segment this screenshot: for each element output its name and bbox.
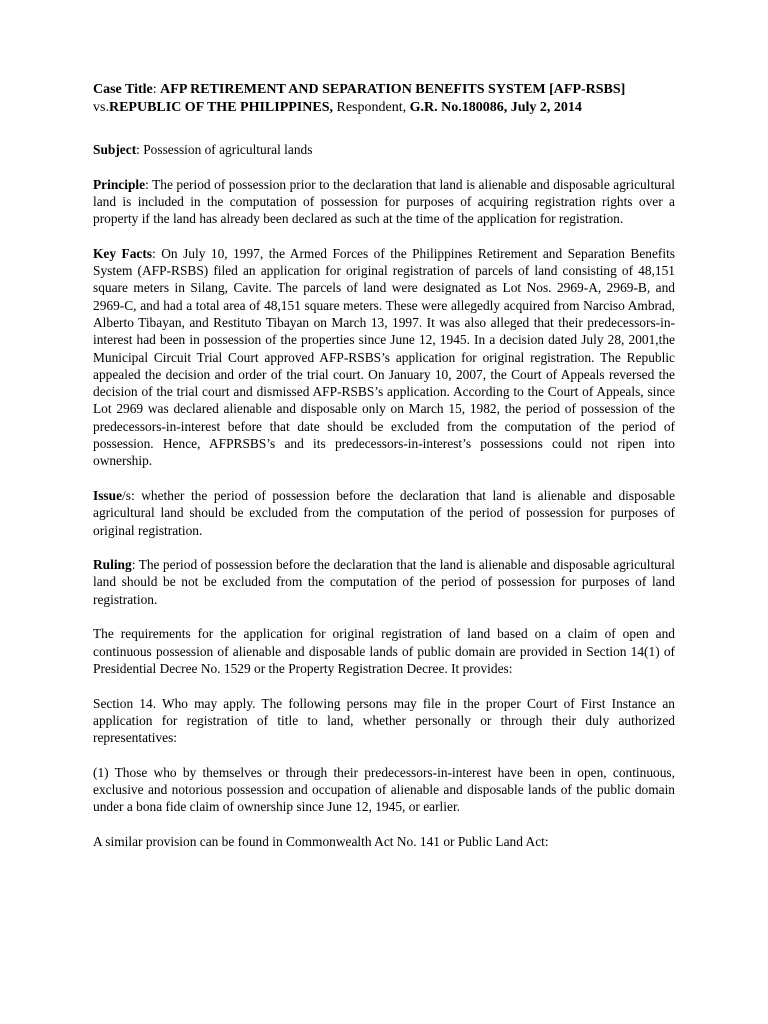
case-respondent-name: REPUBLIC OF THE PHILIPPINES,: [108, 100, 333, 115]
case-gr-number: G.R. No.180086, July 2, 2014: [409, 100, 582, 115]
section-14-item-1: (1) Those who by themselves or through their predecessors-in-interest have been in open, continuous, exclusive and notorious possession and occupation of alienable and disposable lands of the public domain under a bona fide claim of ownership since June 12, 1945, or earlier.: [93, 764, 675, 815]
subject-text: : Possession of agricultural lands: [136, 142, 313, 157]
principle-label: Principle: [93, 176, 146, 192]
section-14-paragraph: Section 14. Who may apply. The following persons may file in the proper Court of First Instance an application for registration of title to land, whether personally or through their duly authorized representatives:: [93, 695, 675, 746]
case-petitioner: AFP RETIREMENT AND SEPARATION BENEFITS SYSTEM [AFP-RSBS]: [160, 82, 626, 97]
ruling-label: Ruling: [93, 557, 132, 573]
case-vs: vs.: [93, 100, 109, 115]
case-respondent-role: Respondent,: [333, 100, 410, 115]
issue-text: : whether the period of possession before the declaration that land is alienable and disposable agricultural land should be excluded from the computation of the period of possession for purposes of original registration.: [93, 487, 675, 538]
issue-paragraph: [93, 487, 675, 539]
subject-label: Subject: [93, 142, 137, 157]
case-title: [93, 81, 675, 117]
case-title-label: Case Title: [93, 82, 153, 97]
similar-provision-paragraph: A similar provision can be found in Commonwealth Act No. 141 or Public Land Act:: [93, 833, 549, 849]
issue-suffix: /s: [122, 487, 131, 503]
key-facts-paragraph: [93, 245, 675, 470]
ruling-paragraph: [93, 556, 675, 608]
key-facts-label: Key Facts: [93, 245, 153, 261]
key-facts-text: : On July 10, 1997, the Armed Forces of the Philippines Retirement and Separation Benefits System (AFP-RSBS) filed an application for original registration of parcels of land consisting of 48,151 square meters in Silang, Cavite. The parcels of land were designated as Lot Nos. 2969-A, 2969-B, and 2969-C, and had a total area of 48,151 square meters. These were allegedly acquired from Narciso Ambrad, Alberto Tibayan, and Restituto Tibayan on March 13, 1997. It was also alleged that their predecessors-in-interest had been in possession of the properties since June 12, 1945. In a decision dated July 28, 2001,the Municipal Circuit Trial Court approved AFP-RSBS’s application for original registration. The Republic appealed the decision and order of the trial court. On January 10, 2007, the Court of Appeals reversed the decision of the trial court and dismissed AFP-RSBS’s application. According to the Court of Appeals, since Lot 2969 was declared alienable and disposable only on March 15, 1982, the period of possession of the predecessors-in-interest before that date should be excluded from the computation of the period of possession. Hence, AFPRSBS’s and its predecessors-in-interest’s possessions could not ripen into ownership.: [93, 245, 676, 469]
principle-paragraph: [93, 176, 675, 228]
requirements-paragraph: The requirements for the application for original registration of land based on a claim of open and continuous possession of alienable and disposable lands of public domain are provided in Section 14(1) of Presidential Decree No. 1529 or the Property Registration Decree. It provides:: [93, 626, 675, 676]
subject-paragraph: [93, 141, 675, 158]
case-title-sep: :: [152, 82, 161, 97]
principle-text: : The period of possession prior to the declaration that land is alienable and disposable agricultural land is included in the computation of possession for purposes of acquiring registration rights over a property if the land has already been declared as such at the time of the application for registration.: [93, 176, 675, 227]
document-page: [93, 81, 675, 867]
ruling-text: : The period of possession before the declaration that the land is alienable and disposable agricultural land should be not be excluded from the computation of the period of possession for purposes of land registration.: [93, 557, 675, 607]
issue-label: Issue: [93, 487, 123, 503]
